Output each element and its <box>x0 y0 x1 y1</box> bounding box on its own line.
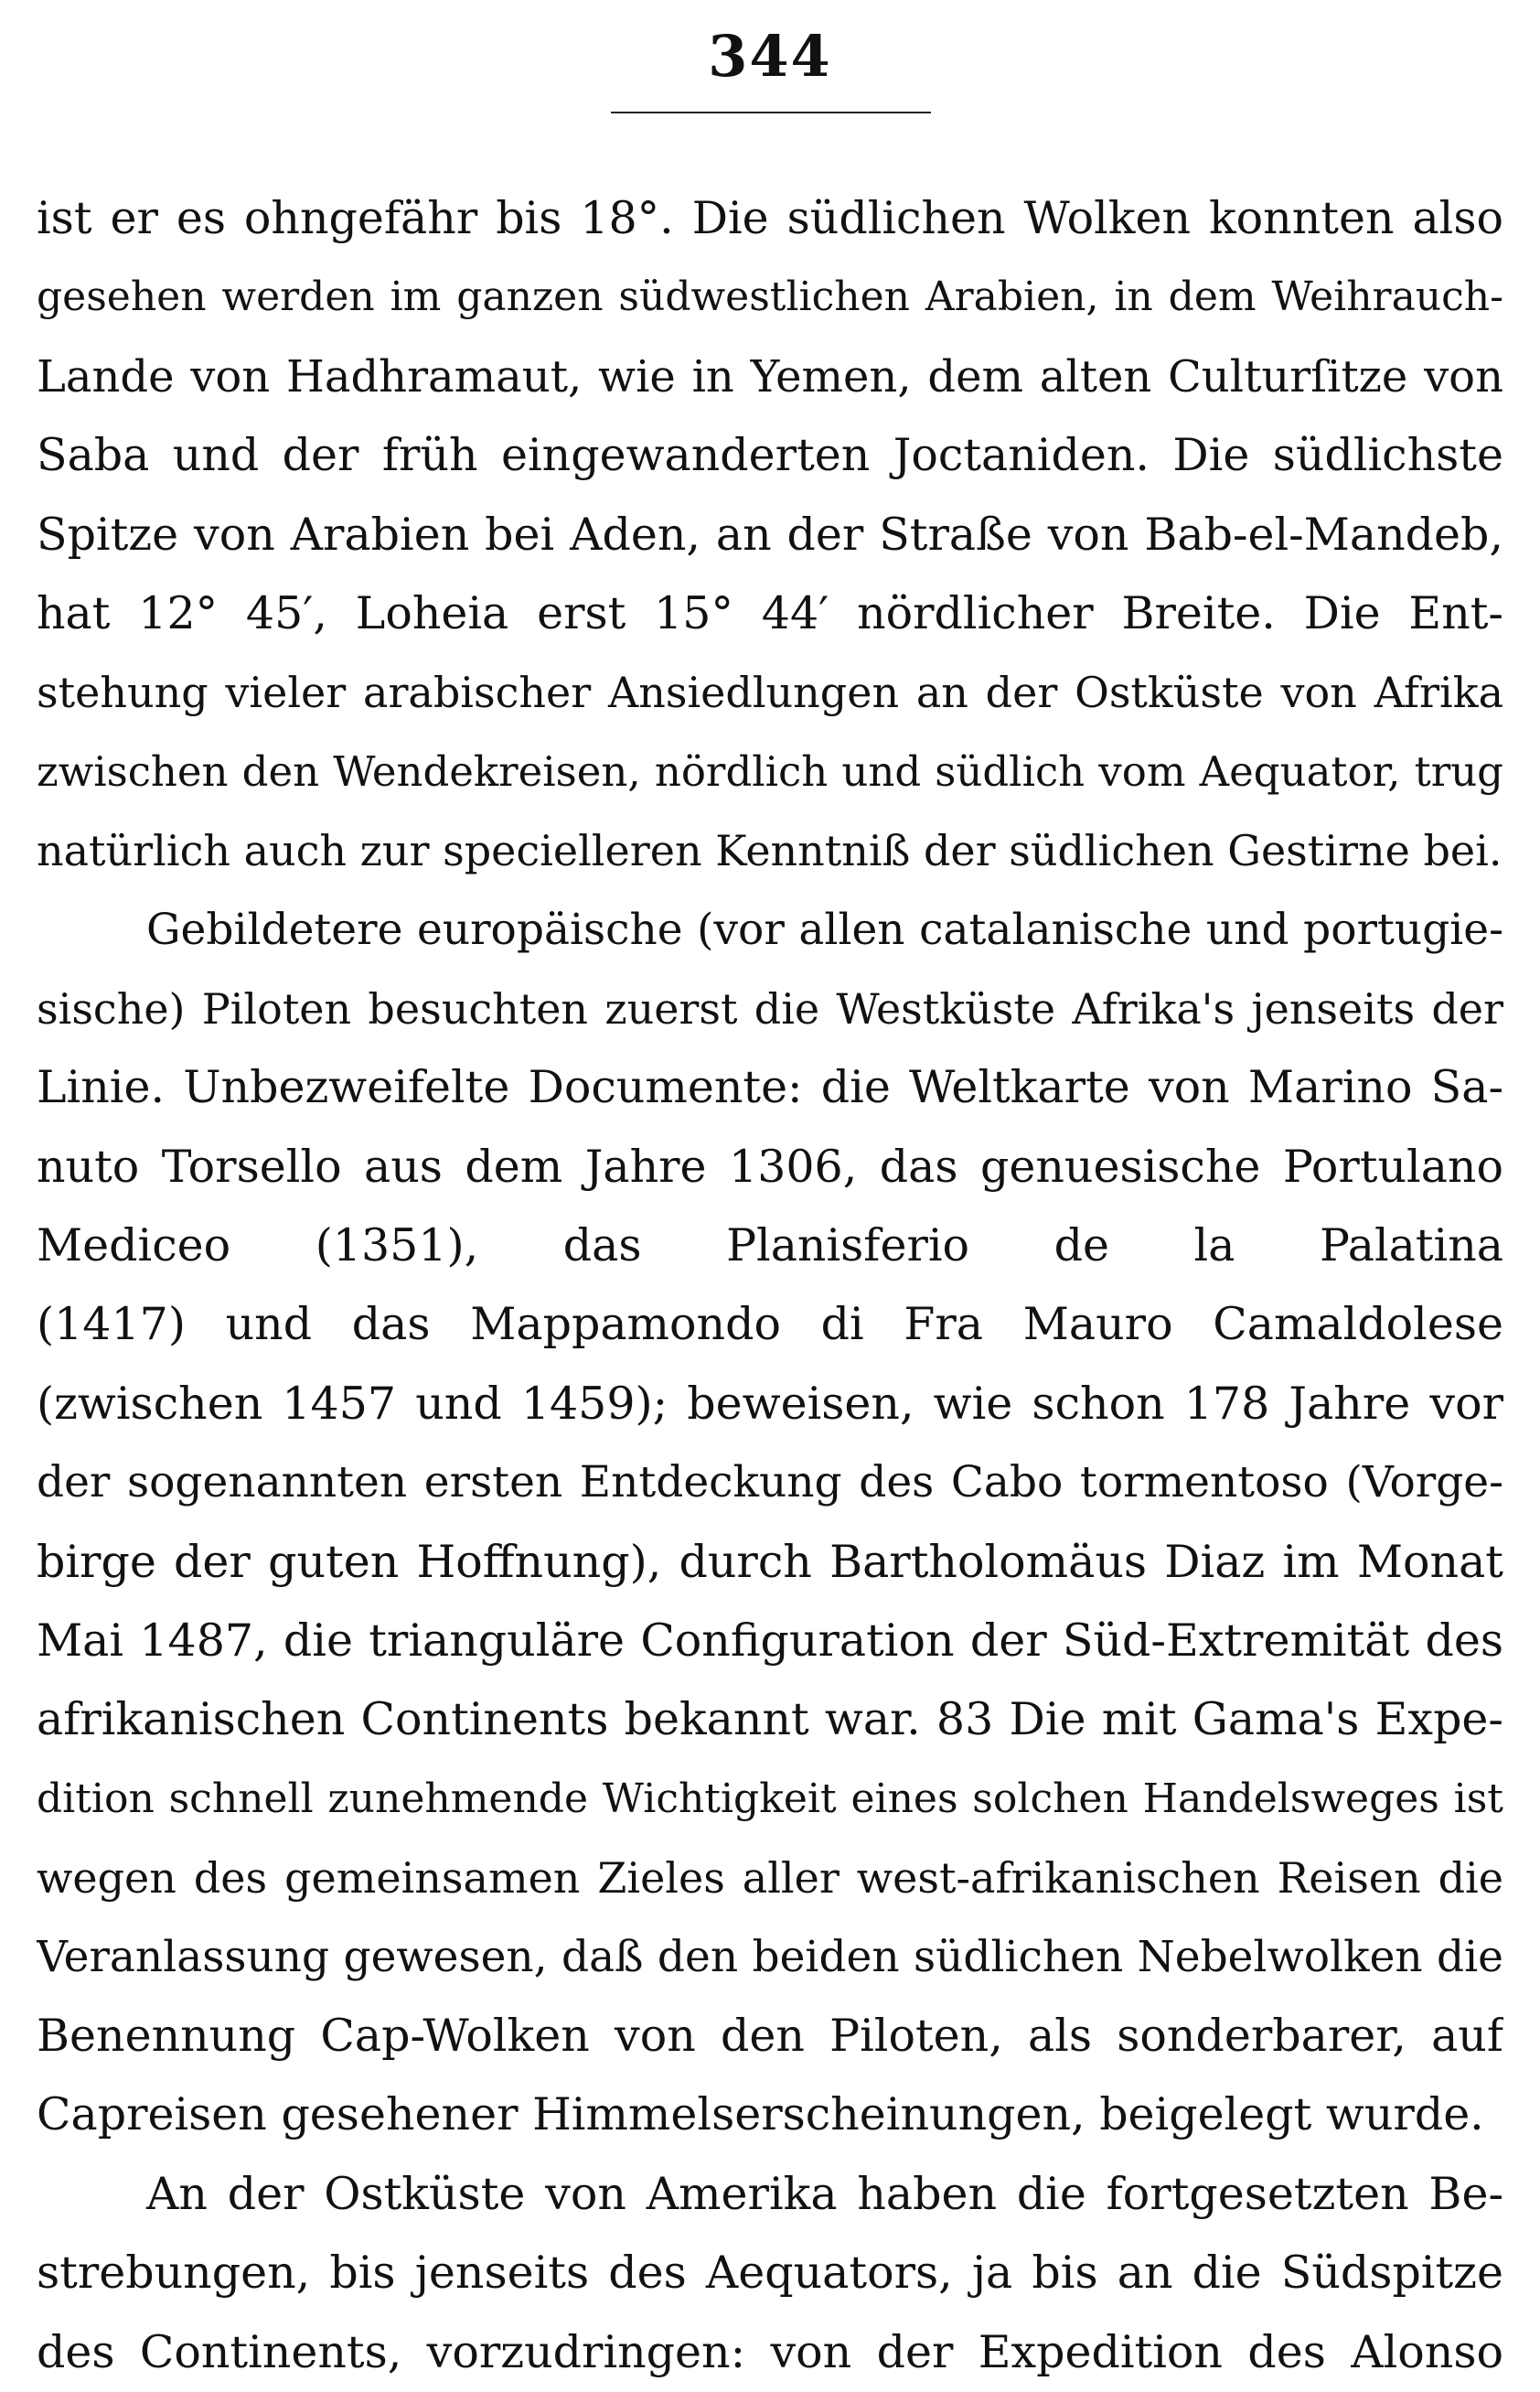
text-line: dition schnell zunehmende Wichtigkeit eines solchen Handelsweges ist <box>37 1775 1503 1822</box>
text-line: birge der guten Hoffnung), durch Bartholomäus Diaz im Monat <box>37 1535 1503 1588</box>
text-line: (zwischen 1457 und 1459); beweisen, wie schon 178 Jahre vor <box>37 1377 1503 1430</box>
text-line: natürlich auch zur specielleren Kenntniß der südlichen Gestirne bei. <box>37 826 1503 876</box>
text-line: ist er es ohngefähr bis 18°. Die südlichen Wolken konnten also <box>37 192 1503 244</box>
text-line: wegen des gemeinsamen Zieles aller west-afrikanischen Reisen die <box>37 1853 1503 1904</box>
text-line: hat 12° 45′, Loheia erst 15° 44′ nördlicher Breite. Die Ent- <box>37 586 1503 639</box>
text-line: strebungen, bis jenseits des Aequators, ja bis an die Südspitze <box>37 2247 1503 2300</box>
text-line: stehung vieler arabischer Ansiedlungen an der Ostküste von Afrika <box>37 668 1503 718</box>
text-line: An der Ostküste von Amerika haben die fortgesetzten Be- <box>146 2167 1503 2220</box>
text-line: nuto Torsello aus dem Jahre 1306, das genuesische Portulano <box>37 1140 1503 1193</box>
text-line: des Continents, vorzudringen: von der Expedition des Alonso <box>37 2325 1503 2378</box>
header-rule <box>611 112 931 113</box>
text-line: Benennung Cap-Wolken von den Piloten, als sonderbarer, auf <box>37 2009 1503 2062</box>
text-line: (1417) und das Mappamondo di Fra Mauro Camaldolese <box>37 1298 1503 1351</box>
body-text <box>37 179 1503 2392</box>
text-line: Saba und der früh eingewanderten Joctaniden. Die südlichste <box>37 429 1503 482</box>
text-line: der sogenannten ersten Entdeckung des Cabo tormentoso (Vorge- <box>37 1457 1503 1508</box>
text-line: afrikanischen Continents bekannt war. 83 Die mit Gama's Expe- <box>37 1693 1503 1746</box>
text-line: gesehen werden im ganzen südwestlichen Arabien, in dem Weihrauch- <box>37 274 1503 321</box>
text-line: sische) Piloten besuchten zuerst die Westküste Afrika's jenseits der <box>37 983 1503 1034</box>
text-line: Linie. Unbezweifelte Documente: die Weltkarte von Marino Sa- <box>37 1061 1503 1114</box>
text-line: Mediceo (1351), das Planisferio de la Palatina <box>37 1219 1503 1272</box>
page-number: 344 <box>708 23 832 90</box>
text-line: Capreisen gesehener Himmelserscheinungen, beigelegt wurde. <box>37 2088 1484 2141</box>
text-line: Mai 1487, die trianguläre Configuration der Süd-Extremität des <box>37 1614 1503 1668</box>
text-line: Lande von Hadhramaut, wie in Yemen, dem alten Culturſitze von <box>37 350 1503 402</box>
text-line: Spitze von Arabien bei Aden, an der Straße von Bab-el-Mandeb, <box>37 508 1503 561</box>
text-line: zwischen den Wendekreisen, nördlich und südlich vom Aequator, trug <box>37 746 1503 796</box>
text-line: Veranlassung gewesen, daß den beiden südlichen Nebelwolken die <box>37 1931 1503 1982</box>
text-line: Gebildetere europäische (vor allen catalanische und portugie- <box>146 904 1503 955</box>
